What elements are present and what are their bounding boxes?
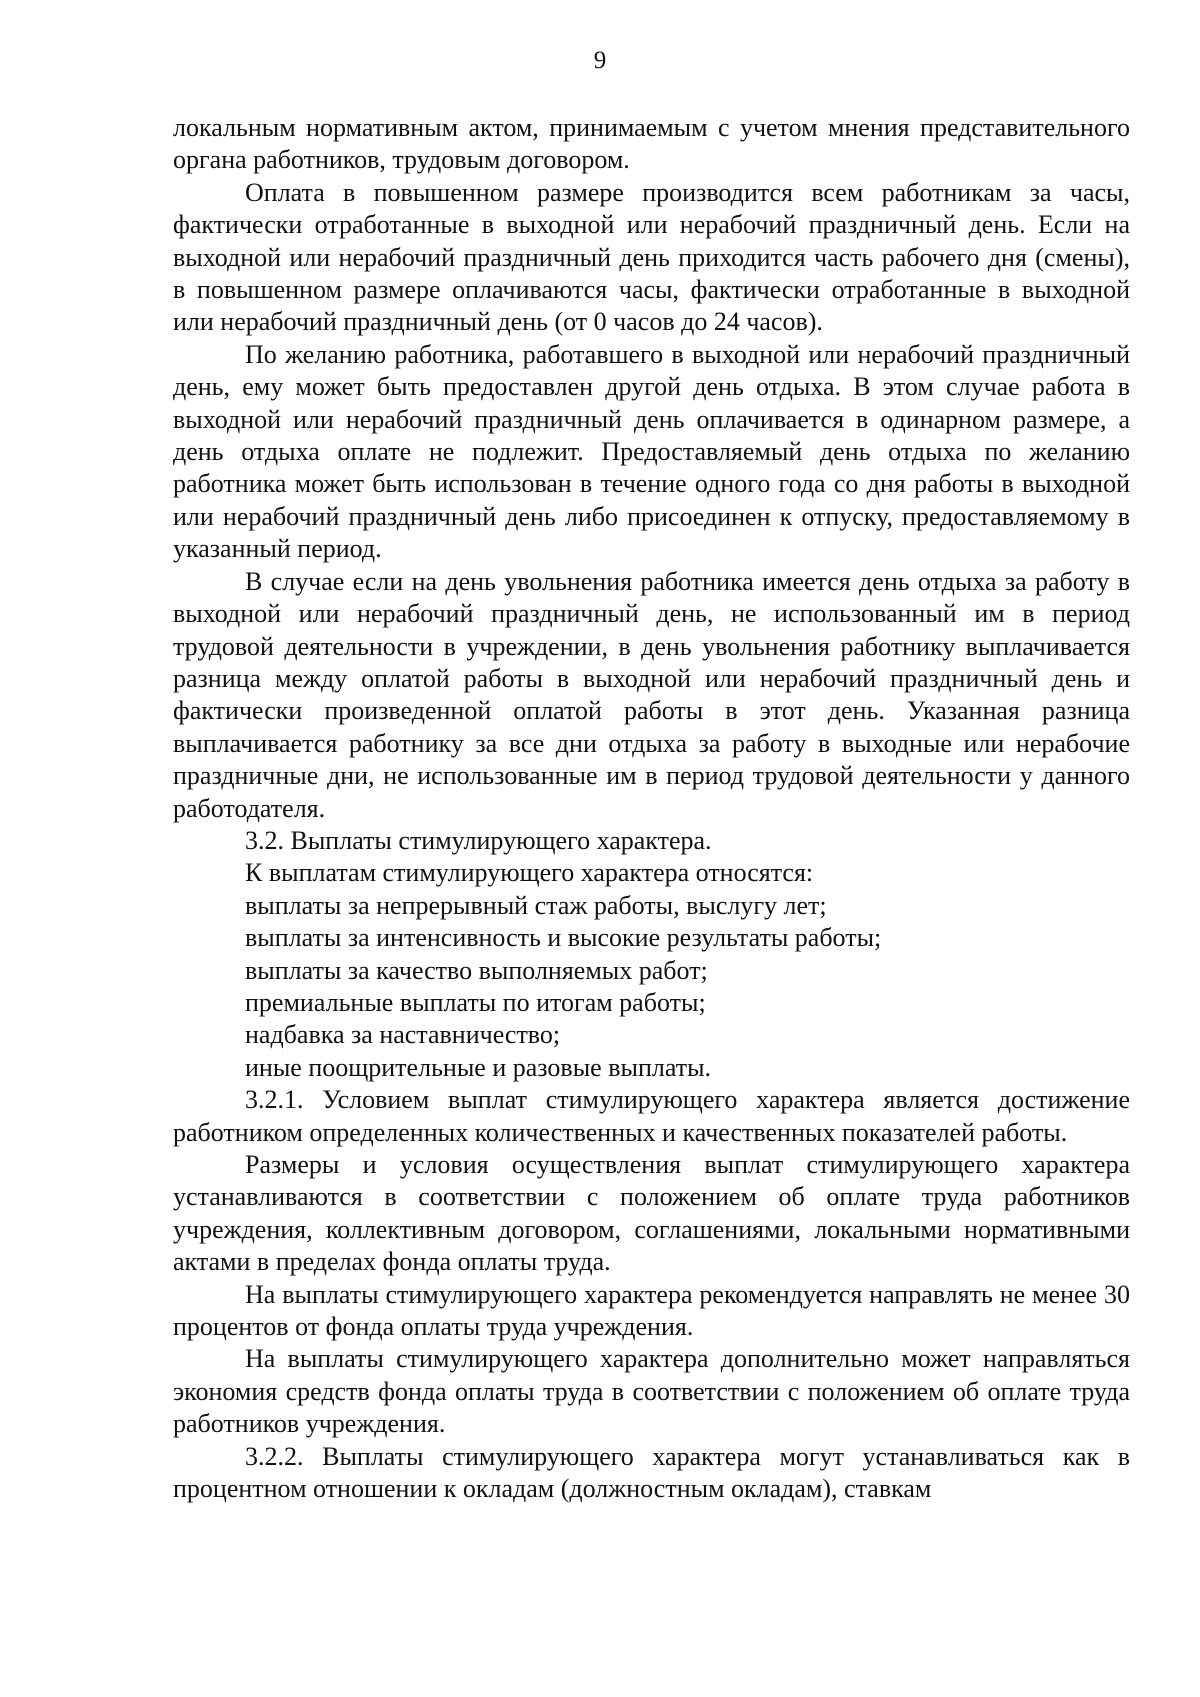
list-item: выплаты за интенсивность и высокие результаты работы; (245, 923, 882, 953)
section-heading-3-2: 3.2. Выплаты стимулирующего характера. (245, 825, 712, 855)
paragraph-day-off: По желанию работника, работавшего в выходной или нерабочий праздничный день, ему может быть предоставлен другой день отдыха. В этом случае работа в выходной или нерабочий праздничный день оплачивается в одинарном размере, а день отдыха оплате не подлежит. Предоставляемый день отдыха по желанию работника может быть использован в течение одного года со дня работы в выходной или нерабочий праздничный день либо присоединен к отпуску, предоставляемому в указанный период. (173, 339, 1130, 564)
list-item: выплаты за непрерывный стаж работы, выслугу лет; (245, 890, 827, 920)
list-item: выплаты за качество выполняемых работ; (245, 955, 708, 985)
paragraph-continuation: локальным нормативным актом, принимаемым с учетом мнения представительного органа работников, трудовым договором. (173, 113, 1130, 175)
list-intro: К выплатам стимулирующего характера относятся: (245, 858, 814, 888)
list-item: иные поощрительные и разовые выплаты. (245, 1052, 712, 1082)
list-item: премиальные выплаты по итогам работы; (245, 987, 706, 1017)
paragraph-sizes-conditions: Размеры и условия осуществления выплат стимулирующего характера устанавливаются в соответствии с положением об оплате труда работников учреждения, коллективным договором, соглашениями, локальными нормативными актами в пределах фонда оплаты труда. (173, 1150, 1130, 1277)
paragraph-holiday-pay: Оплата в повышенном размере производится всем работникам за часы, фактически отработанные в выходной или нерабочий праздничный день. Если на выходной или нерабочий праздничный день приходится часть рабочего дня (смены), в повышенном размере оплачиваются часы, фактически отработанные в выходной или нерабочий праздничный день (от 0 часов до 24 часов). (173, 177, 1130, 337)
paragraph-dismissal: В случае если на день увольнения работника имеется день отдыха за работу в выходной или нерабочий праздничный день, не использованный им в период трудовой деятельности в учреждении, в день увольнения работнику выплачивается разница между оплатой работы в выходной или нерабочий праздничный день и фактически произведенной оплатой работы в этот день. Указанная разница выплачивается работнику за все дни отдыха за работу в выходные или нерабочие праздничные дни, не использованные им в период трудовой деятельности у данного работодателя. (173, 566, 1130, 823)
document-body (173, 112, 1130, 1505)
paragraph-30-percent: На выплаты стимулирующего характера рекомендуется направлять не менее 30 процентов от фонда оплаты труда учреждения. (173, 1279, 1130, 1342)
paragraph-savings: На выплаты стимулирующего характера дополнительно может направляться экономия средств фонда оплаты труда в соответствии с положением об оплате труда работников учреждения. (173, 1344, 1130, 1439)
paragraph-3-2-1: 3.2.1. Условием выплат стимулирующего характера является достижение работником определенных количественных и качественных показателей работы. (173, 1085, 1130, 1147)
list-item: надбавка за наставничество; (245, 1020, 561, 1050)
page-number: 9 (593, 47, 607, 74)
paragraph-3-2-2: 3.2.2. Выплаты стимулирующего характера могут устанавливаться как в процентном отношении к окладам (должностным окладам), ставкам (173, 1441, 1130, 1504)
